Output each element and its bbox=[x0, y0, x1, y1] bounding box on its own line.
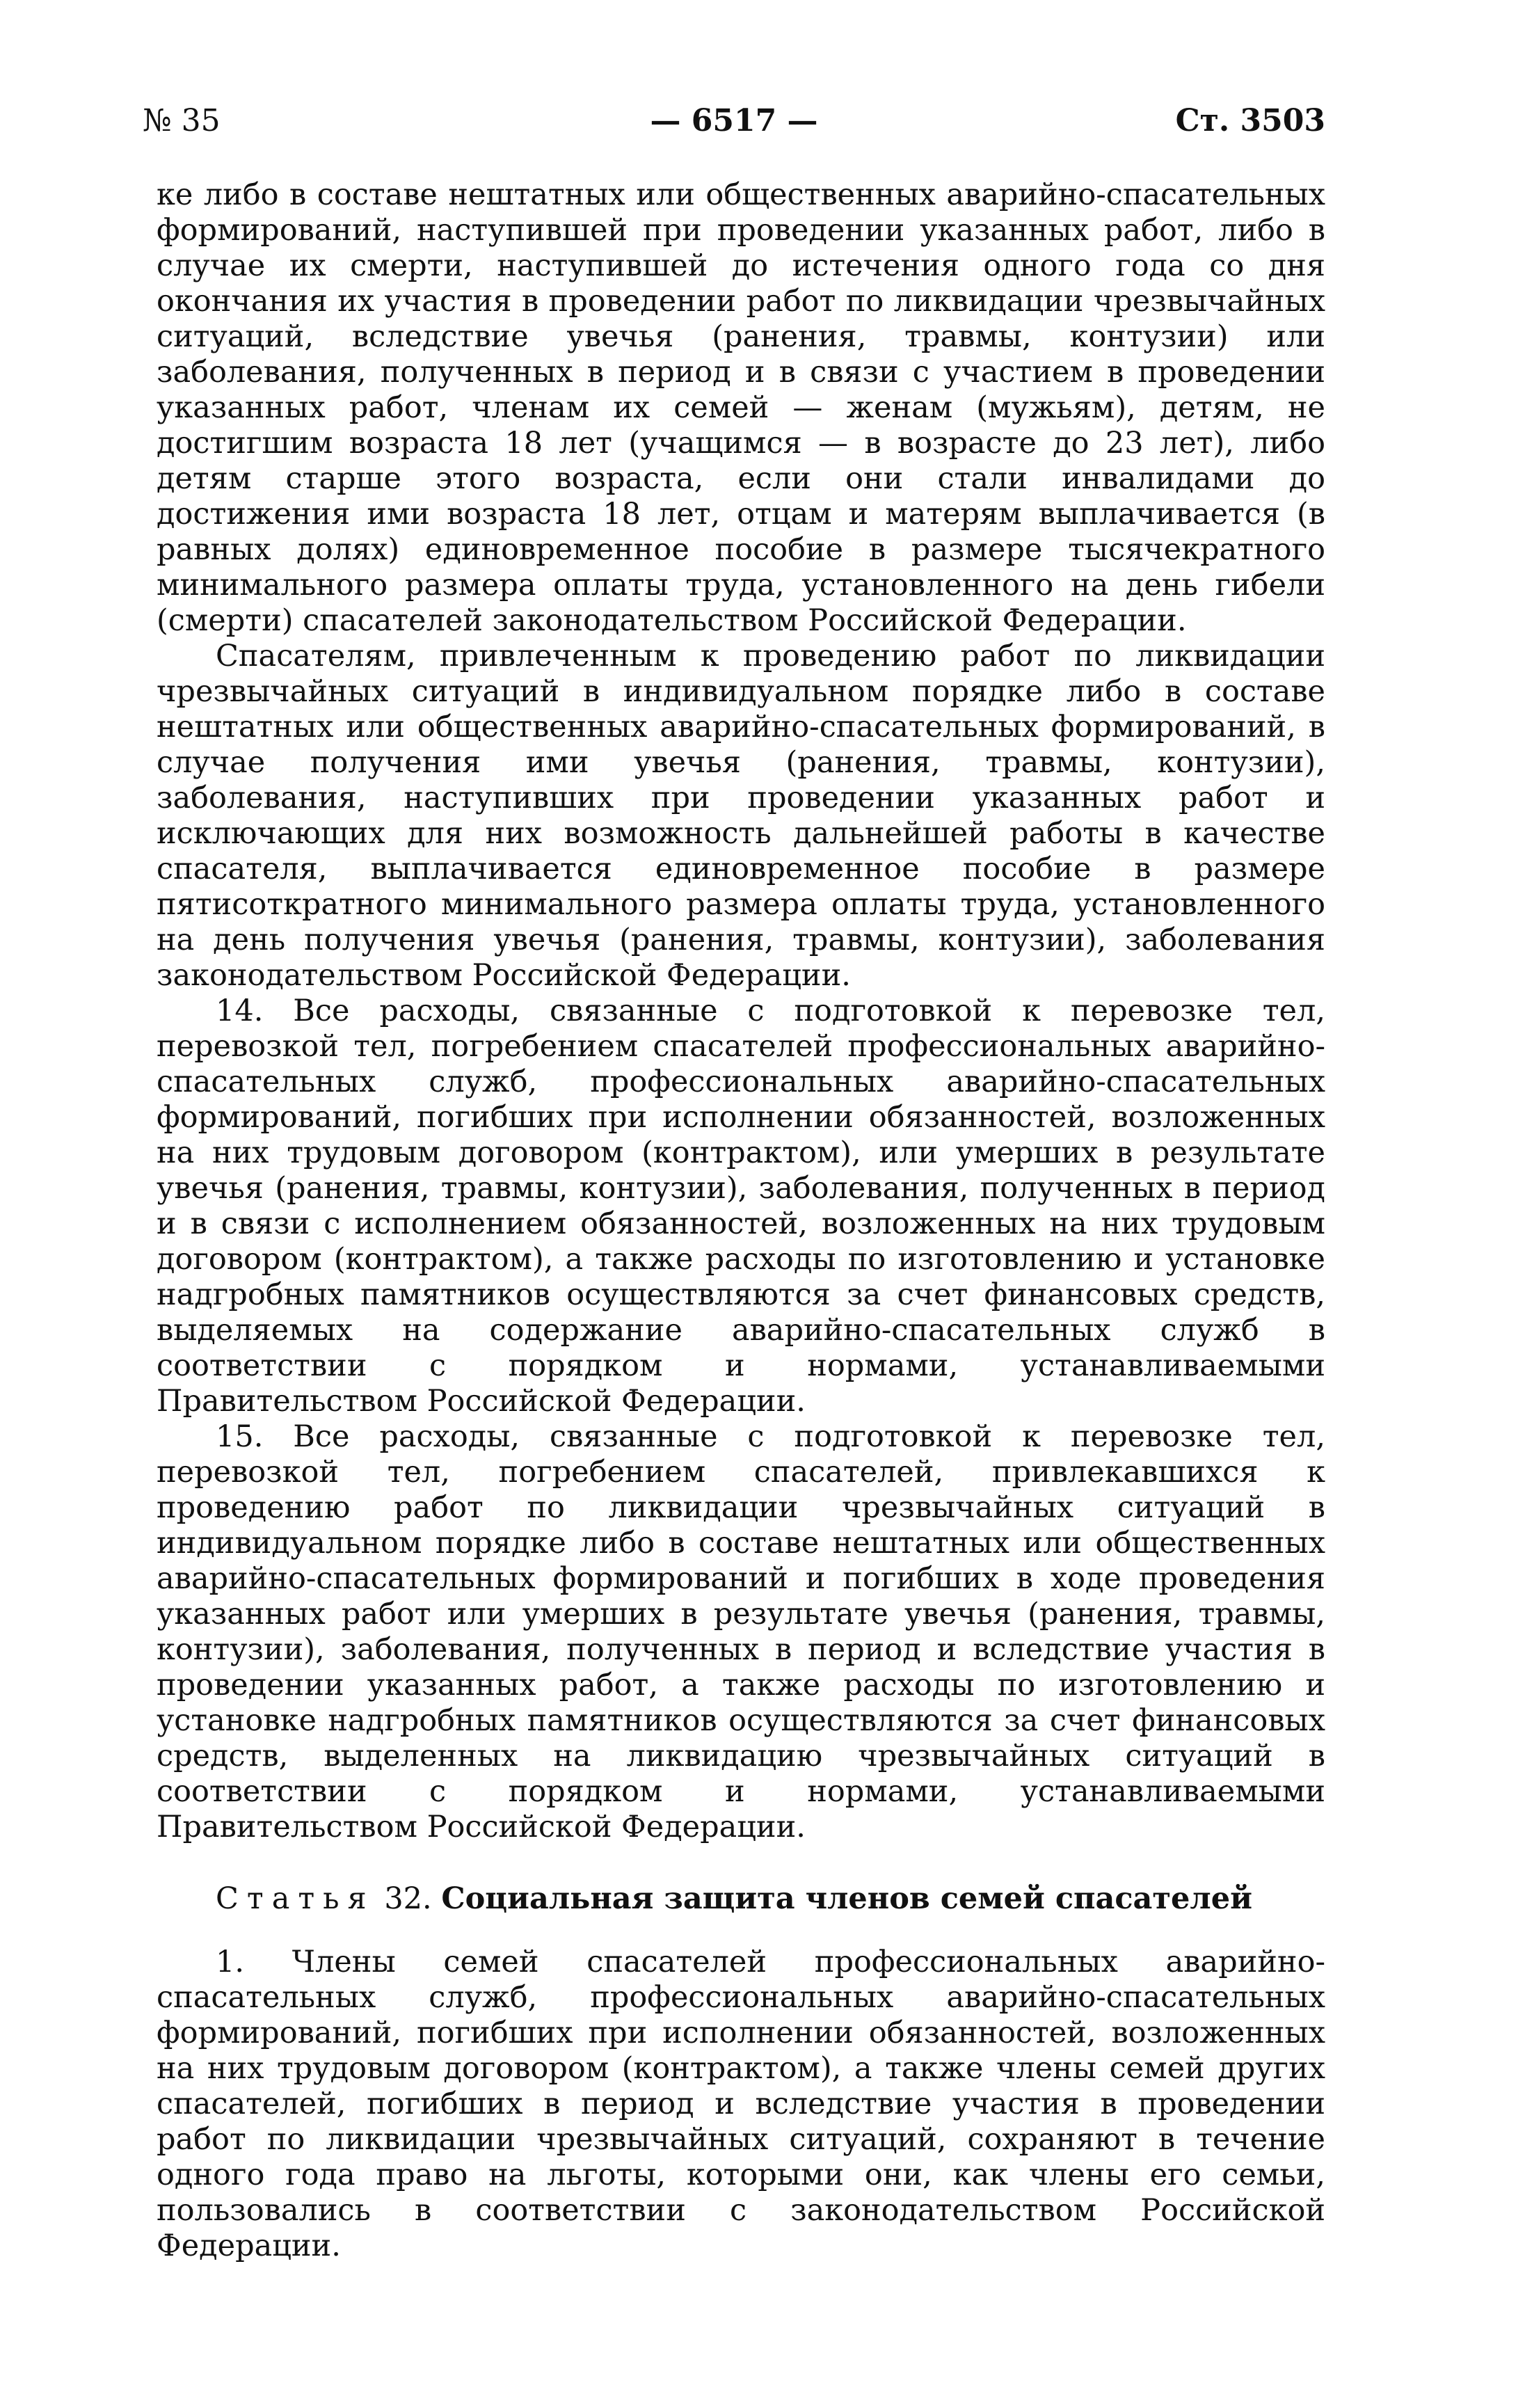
article-heading bbox=[157, 1881, 1325, 1917]
page-number: — 6517 — bbox=[650, 103, 818, 138]
article-reference: Ст. 3503 bbox=[1175, 103, 1325, 138]
article-label: Статья bbox=[216, 1881, 375, 1916]
article-paragraph-1: 1. Члены семей спасателей профессиональных аварийно-спасательных служб, профессиональных аварийно-спасательных формирований, погибших при исполнении обязанностей, возложенных на них трудовым договором (контрактом), а также члены семей других спасателей, погибших в период и вследствие участия в проведении работ по ликвидации чрезвычайных ситуаций, сохраняют в течение одного года право на льготы, которыми они, как члены его семьи, пользовались в соответствии с законодательством Российской Федерации. bbox=[157, 1945, 1325, 2263]
page-header bbox=[143, 103, 1325, 145]
paragraph-continuation: ке либо в составе нештатных или общественных аварийно-спасательных формирований, наступившей при проведении указанных работ, либо в случае их смерти, наступившей до истечения одного года со дня окончания их участия в проведении работ по ликвидации чрезвычайных ситуаций, вследствие увечья (ранения, травмы, контузии) или заболевания, полученных в период и в связи с участием в проведении указанных работ, членам их семей — женам (мужьям), детям, не достигшим возраста 18 лет (учащимся — в возрасте до 23 лет), либо детям старше этого возраста, если они стали инвалидами до достижения ими возраста 18 лет, отцам и матерям выплачивается (в равных долях) единовременное пособие в размере тысячекратного минимального размера оплаты труда, установленного на день гибели (смерти) спасателей законодательством Российской Федерации. bbox=[157, 177, 1325, 638]
paragraph-item-14: 14. Все расходы, связанные с подготовкой к перевозке тел, перевозкой тел, погребением спасателей профессиональных аварийно-спасательных служб, профессиональных аварийно-спасательных формирований, погибших при исполнении обязанностей, возложенных на них трудовым договором (контрактом), или умерших в результате увечья (ранения, травмы, контузии), заболевания, полученных в период и в связи с исполнением обязанностей, возложенных на них трудовым договором (контрактом), а также расходы по изготовлению и установке надгробных памятников осуществляются за счет финансовых средств, выделяемых на содержание аварийно-спасательных служб в соответствии с порядком и нормами, устанавливаемыми Правительством Российской Федерации. bbox=[157, 994, 1325, 1419]
issue-number: № 35 bbox=[143, 103, 221, 138]
document-body bbox=[157, 177, 1325, 2264]
article-title: Социальная защита членов семей спасателей bbox=[441, 1881, 1252, 1916]
article-number: 32. bbox=[384, 1881, 432, 1916]
paragraph-rescuers-injury: Спасателям, привлеченным к проведению работ по ликвидации чрезвычайных ситуаций в индивидуальном порядке либо в составе нештатных или общественных аварийно-спасательных формирований, в случае получения ими увечья (ранения, травмы, контузии), заболевания, наступивших при проведении указанных работ и исключающих для них возможность дальнейшей работы в качестве спасателя, выплачивается единовременное пособие в размере пятисоткратного минимального размера оплаты труда, установленного на день получения увечья (ранения, травмы, контузии), заболевания законодательством Российской Федерации. bbox=[157, 639, 1325, 993]
paragraph-item-15: 15. Все расходы, связанные с подготовкой к перевозке тел, перевозкой тел, погребением спасателей, привлекавшихся к проведению работ по ликвидации чрезвычайных ситуаций в индивидуальном порядке либо в составе нештатных или общественных аварийно-спасательных формирований и погибших в ходе проведения указанных работ или умерших в результате увечья (ранения, травмы, контузии), заболевания, полученных в период и вследствие участия в проведении указанных работ, а также расходы по изготовлению и установке надгробных памятников осуществляются за счет финансовых средств, выделенных на ликвидацию чрезвычайных ситуаций в соответствии с порядком и нормами, устанавливаемыми Правительством Российской Федерации. bbox=[157, 1419, 1325, 1844]
